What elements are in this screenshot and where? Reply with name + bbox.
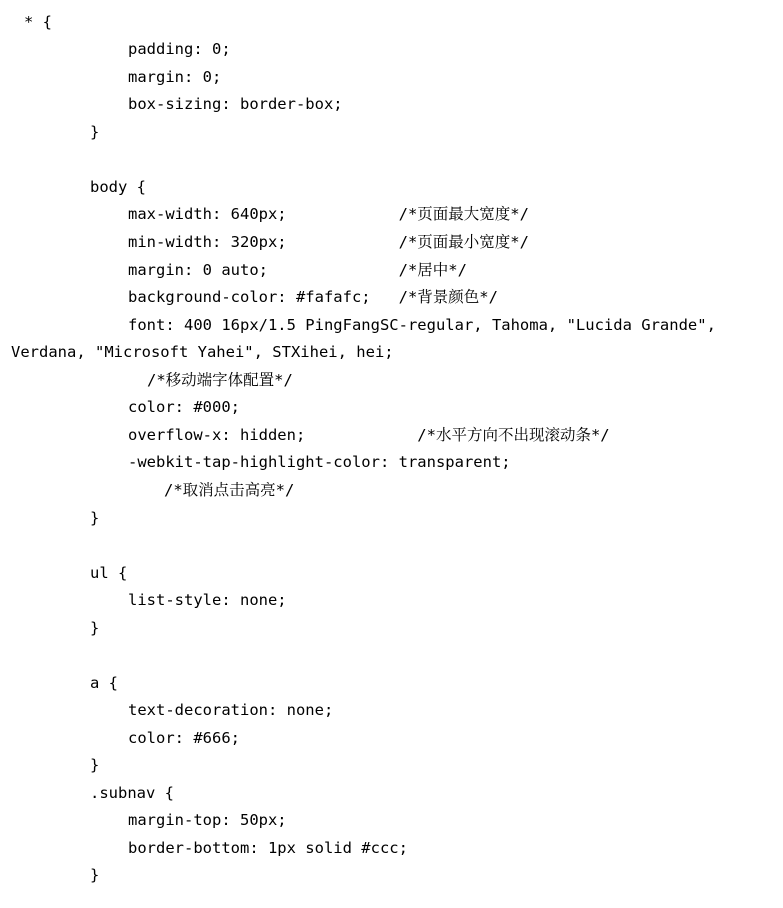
code-line: a { — [90, 674, 118, 692]
code-line: list-style: none; — [128, 591, 287, 609]
code-line: max-width: 640px; /*页面最大宽度*/ — [128, 205, 529, 223]
code-line: } — [90, 123, 100, 141]
code-line: min-width: 320px; /*页面最小宽度*/ — [128, 233, 529, 251]
code-line: margin: 0 auto; /*居中*/ — [128, 261, 467, 279]
code-line: color: #666; — [128, 729, 240, 747]
code-line: padding: 0; — [128, 40, 231, 58]
code-line: text-decoration: none; — [128, 701, 334, 719]
code-line: } — [90, 756, 100, 774]
code-line: margin-top: 50px; — [128, 811, 287, 829]
code-line: .subnav { — [90, 784, 174, 802]
code-line: box-sizing: border-box; — [128, 95, 343, 113]
code-line: /*取消点击高亮*/ — [164, 481, 295, 499]
code-line: font: 400 16px/1.5 PingFangSC-regular, Tahoma, "Lucida Grande", — [128, 316, 716, 334]
code-line: body { — [90, 178, 146, 196]
code-line: } — [90, 866, 100, 884]
code-line: background-color: #fafafc; /*背景颜色*/ — [128, 288, 498, 306]
code-line: * { — [24, 13, 52, 31]
code-line: margin: 0; — [128, 68, 222, 86]
code-line: -webkit-tap-highlight-color: transparent; — [128, 453, 511, 471]
code-line: border-bottom: 1px solid #ccc; — [128, 839, 408, 857]
code-line: /*移动端字体配置*/ — [147, 371, 293, 389]
code-line: ul { — [90, 564, 128, 582]
code-line: } — [90, 619, 100, 637]
code-line: color: #000; — [128, 398, 240, 416]
code-line: Verdana, "Microsoft Yahei", STXihei, hei; — [11, 343, 394, 361]
code-line: } — [90, 509, 100, 527]
code-line: overflow-x: hidden; /*水平方向不出现滚动条*/ — [128, 426, 610, 444]
